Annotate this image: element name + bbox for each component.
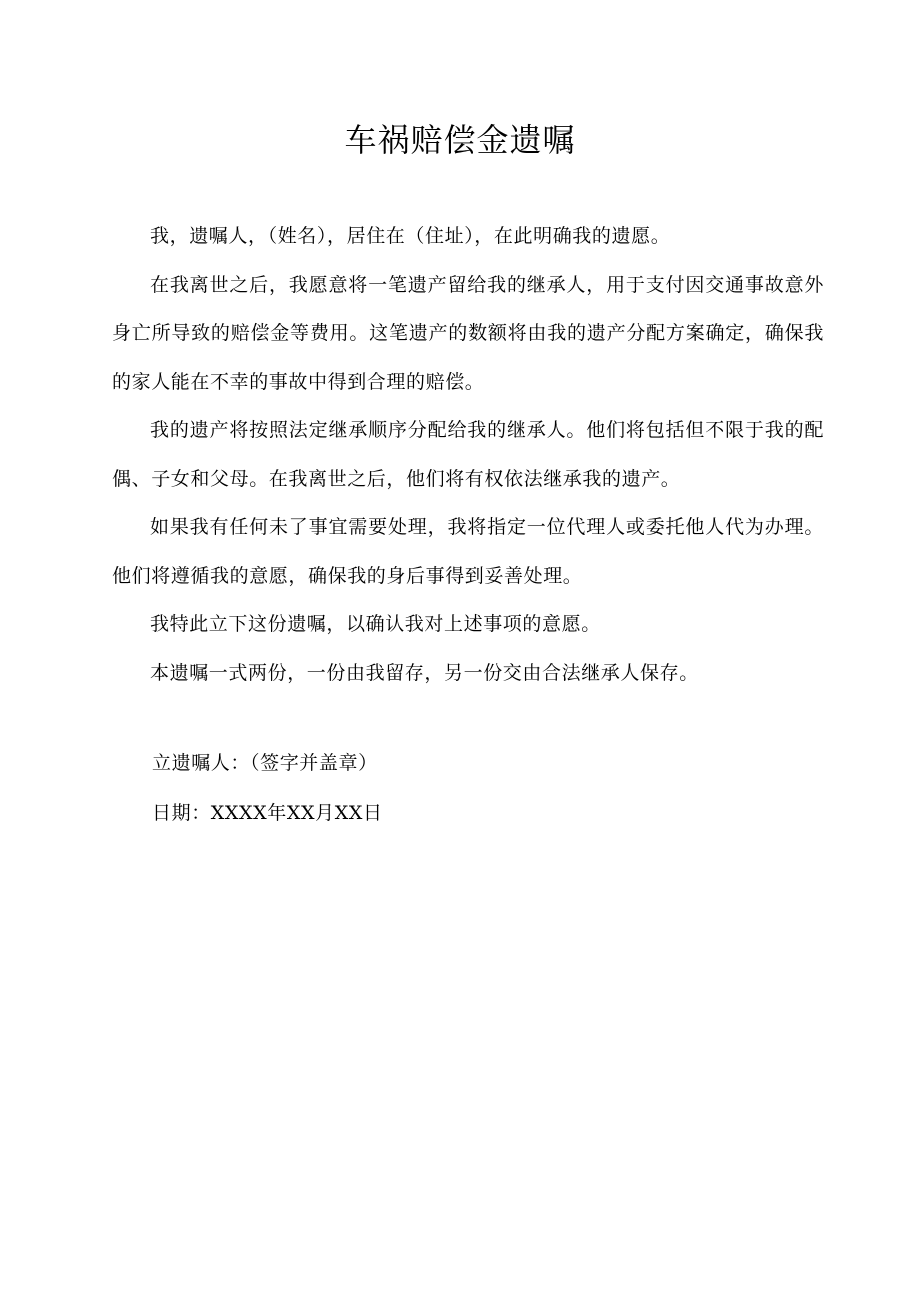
paragraph-compensation: 在我离世之后，我愿意将一笔遗产留给我的继承人，用于支付因交通事故意外身亡所导致的赔偿金等费用。这笔遗产的数额将由我的遗产分配方案确定，确保我的家人能在不幸的事故中得到合理的赔偿。	[112, 273, 824, 393]
paragraph-agent: 如果我有任何未了事宜需要处理，我将指定一位代理人或委托他人代为办理。他们将遵循我的意愿，确保我的身后事得到妥善处理。	[112, 516, 824, 587]
paragraph-declaration: 我，遗嘱人，（姓名），居住在（住址），在此明确我的遗愿。	[150, 225, 671, 247]
date-line: 日期：XXXX年XX月XX日	[152, 802, 383, 824]
signature-block	[152, 738, 383, 838]
paragraph-confirmation: 我特此立下这份遗嘱，以确认我对上述事项的意愿。	[150, 613, 601, 635]
testator-signature-line: 立遗嘱人：（签字并盖章）	[152, 752, 378, 774]
paragraph-copies: 本遗嘱一式两份，一份由我留存，另一份交由合法继承人保存。	[150, 661, 699, 684]
document-body	[112, 212, 824, 697]
document-title: 车祸赔偿金遗嘱	[344, 121, 576, 159]
paragraph-inheritance-order: 我的遗产将按照法定继承顺序分配给我的继承人。他们将包括但不限于我的配偶、子女和父母。在我离世之后，他们将有权依法继承我的遗产。	[112, 419, 824, 490]
